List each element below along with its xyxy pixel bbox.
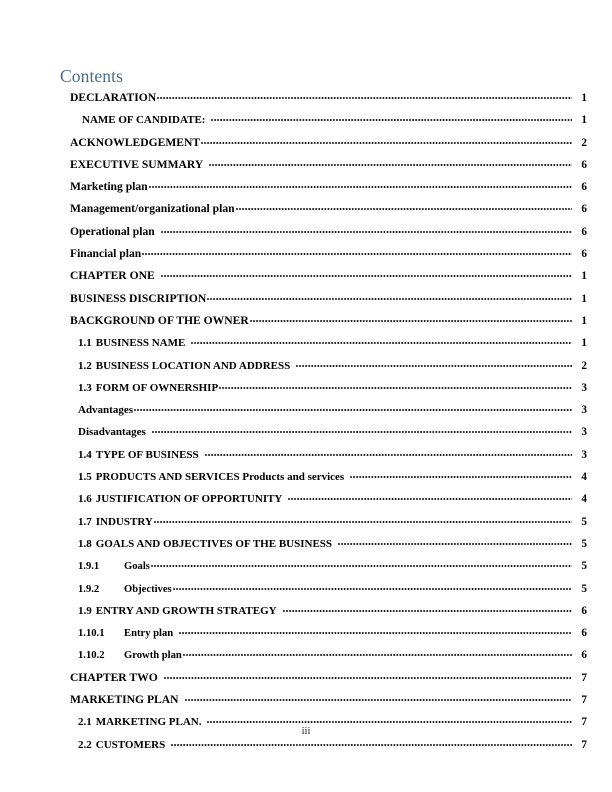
toc-entry-page-number: 5 — [581, 515, 587, 528]
toc-entry-page-number: 7 — [581, 738, 587, 751]
toc-entry-page-number: 3 — [581, 426, 587, 439]
toc-leader-dots — [283, 603, 572, 614]
toc-entry[interactable] — [0, 514, 612, 536]
toc-entry[interactable] — [0, 603, 612, 625]
toc-entry-page-number: 1 — [581, 270, 587, 283]
toc-entry-label: ACKNOWLEDGEMENT — [70, 135, 201, 149]
toc-entry-page-number: 6 — [581, 248, 587, 261]
toc-leader-dots — [164, 670, 572, 681]
toc-entry-label: Operational plan — [70, 224, 155, 238]
toc-entry-page-number: 6 — [581, 627, 587, 640]
toc-entry[interactable] — [0, 268, 612, 290]
toc-entry[interactable] — [0, 291, 612, 313]
toc-entry-label: ENTRY AND GROWTH STRATEGY — [95, 604, 277, 617]
toc-entry-number: 1.5 — [78, 471, 92, 484]
toc-entry-number: 1.1 — [78, 337, 92, 350]
toc-entry-label: Financial plan — [70, 247, 142, 261]
toc-entry-page-number: 1 — [581, 337, 587, 350]
toc-entry-page-number: 7 — [581, 694, 587, 707]
toc-entry-label: Entry plan — [124, 628, 174, 640]
toc-leader-dots — [161, 224, 572, 235]
toc-leader-dots — [191, 335, 572, 346]
toc-entry-number: 1.9 — [78, 604, 92, 617]
toc-entry-number: 1.9.2 — [78, 583, 100, 595]
toc-entry-page-number: 6 — [581, 158, 587, 171]
toc-entry-page-number: 5 — [581, 537, 587, 550]
toc-leader-dots — [154, 514, 572, 525]
toc-entry-page-number: 2 — [581, 136, 587, 149]
toc-entry[interactable] — [0, 246, 612, 268]
toc-leader-dots — [173, 581, 572, 592]
toc-entry-list — [0, 90, 612, 759]
toc-entry[interactable] — [0, 224, 612, 246]
toc-entry-page-number: 3 — [581, 381, 587, 394]
toc-entry-page-number: 2 — [581, 359, 587, 372]
toc-entry-page-number: 3 — [581, 404, 587, 417]
toc-entry-label: MARKETING PLAN — [70, 693, 179, 707]
toc-leader-dots — [152, 424, 572, 435]
toc-entry-page-number: 7 — [581, 716, 587, 729]
toc-entry-label: BUSINESS LOCATION AND ADDRESS — [95, 359, 291, 372]
toc-leader-dots — [236, 201, 572, 212]
toc-entry-label: MARKETING PLAN. — [95, 716, 202, 729]
toc-entry-page-number: 6 — [581, 649, 587, 662]
toc-leader-dots — [296, 358, 572, 369]
toc-leader-dots — [207, 714, 572, 725]
toc-entry-label: EXECUTIVE SUMMARY — [70, 157, 204, 171]
toc-entry-label: NAME OF CANDIDATE: — [82, 114, 206, 127]
toc-entry-label: CHAPTER ONE — [70, 269, 155, 283]
toc-entry-page-number: 5 — [581, 560, 587, 573]
toc-entry-number: 1.9.1 — [78, 561, 100, 573]
toc-entry-number: 1.10.2 — [78, 650, 105, 662]
toc-leader-dots — [179, 625, 572, 636]
toc-entry[interactable] — [0, 313, 612, 335]
toc-entry-page-number: 6 — [581, 203, 587, 216]
toc-leader-dots — [161, 268, 572, 279]
toc-entry[interactable] — [0, 737, 612, 759]
toc-entry[interactable] — [0, 692, 612, 714]
toc-entry-label: CUSTOMERS — [95, 738, 166, 751]
toc-entry[interactable] — [0, 157, 612, 179]
toc-leader-dots — [142, 246, 572, 257]
toc-entry-label: GOALS AND OBJECTIVES OF THE BUSINESS — [95, 537, 333, 550]
toc-entry[interactable] — [0, 358, 612, 380]
toc-entry-page-number: 1 — [581, 92, 587, 104]
toc-entry-page-number: 6 — [581, 604, 587, 617]
toc-entry[interactable] — [0, 112, 612, 134]
toc-leader-dots — [350, 469, 572, 480]
toc-entry-page-number: 6 — [581, 181, 587, 194]
toc-entry[interactable] — [0, 380, 612, 402]
page-title: Contents — [60, 66, 124, 86]
toc-leader-dots — [338, 536, 572, 547]
toc-entry[interactable] — [0, 179, 612, 201]
toc-entry-page-number: 5 — [581, 582, 587, 595]
toc-leader-dots — [149, 179, 572, 190]
toc-leader-dots — [185, 692, 572, 703]
toc-entry[interactable] — [0, 491, 612, 513]
toc-entry[interactable] — [0, 402, 612, 424]
toc-entry-page-number: 7 — [581, 671, 587, 684]
toc-entry[interactable] — [0, 424, 612, 446]
toc-entry-label: Growth plan — [124, 650, 182, 662]
toc-leader-dots — [183, 647, 572, 658]
toc-entry-page-number: 3 — [581, 448, 587, 461]
toc-entry-number: 1.10.1 — [78, 628, 105, 640]
toc-entry-label: Disadvantages — [78, 426, 146, 439]
toc-entry-label: BUSINESS NAME — [95, 337, 186, 350]
toc-entry-label: JUSTIFICATION OF OPPORTUNITY — [95, 493, 283, 506]
toc-leader-dots — [171, 737, 572, 748]
toc-entry-label: FORM OF OWNERSHIP — [95, 381, 219, 394]
toc-entry[interactable] — [0, 90, 612, 112]
toc-entry-label: Objectives — [124, 583, 172, 595]
toc-entry-label: Advantages — [78, 404, 134, 417]
toc-leader-dots — [134, 402, 572, 413]
toc-entry-number: 1.6 — [78, 493, 92, 506]
toc-leader-dots — [219, 380, 572, 391]
toc-entry-label: CHAPTER TWO — [70, 670, 158, 684]
toc-leader-dots — [288, 491, 572, 502]
toc-leader-dots — [151, 558, 572, 569]
toc-entry-number: 1.3 — [78, 381, 92, 394]
toc-entry-label: DECLARATION — [70, 91, 157, 104]
toc-entry[interactable] — [0, 335, 612, 357]
toc-entry-number: 1.7 — [78, 515, 92, 528]
toc-entry-label: Goals — [124, 561, 150, 573]
toc-entry[interactable] — [0, 670, 612, 692]
toc-entry[interactable] — [0, 581, 612, 603]
toc-entry-label: BACKGROUND OF THE OWNER — [70, 313, 249, 327]
toc-entry-page-number: 6 — [581, 225, 587, 238]
toc-entry-number: 2.1 — [78, 716, 92, 729]
toc-leader-dots — [201, 135, 572, 146]
toc-entry[interactable] — [0, 536, 612, 558]
toc-leader-dots — [157, 90, 572, 101]
toc-entry-page-number: 4 — [581, 471, 587, 484]
toc-entry[interactable] — [0, 201, 612, 223]
toc-entry-number: 2.2 — [78, 738, 92, 751]
toc-entry[interactable] — [0, 447, 612, 469]
toc-entry-number: 1.2 — [78, 359, 92, 372]
toc-entry-label: Marketing plan — [70, 180, 148, 194]
toc-entry-label: Management/organizational plan — [70, 202, 235, 216]
toc-entry[interactable] — [0, 135, 612, 157]
toc-entry[interactable] — [0, 558, 612, 580]
toc-leader-dots — [250, 313, 572, 324]
toc-entry-number: 1.8 — [78, 537, 92, 550]
toc-entry-page-number: 1 — [581, 114, 587, 127]
footer-page-number: iii — [301, 726, 311, 737]
toc-entry-label: TYPE OF BUSINESS — [95, 448, 199, 461]
toc-entry-number: 1.4 — [78, 448, 92, 461]
toc-leader-dots — [211, 112, 572, 123]
toc-entry-page-number: 1 — [581, 292, 587, 305]
toc-leader-dots — [209, 157, 572, 168]
toc-entry[interactable] — [0, 469, 612, 491]
toc-leader-dots — [205, 447, 572, 458]
toc-entry[interactable] — [0, 647, 612, 669]
toc-entry-page-number: 1 — [581, 314, 587, 327]
toc-leader-dots — [207, 291, 572, 302]
toc-entry[interactable] — [0, 625, 612, 647]
toc-entry-page-number: 4 — [581, 493, 587, 506]
toc-entry-label: PRODUCTS AND SERVICES Products and services — [95, 471, 345, 484]
toc-entry-label: BUSINESS DISCRIPTION — [70, 291, 207, 305]
toc-entry-label: INDUSTRY — [95, 515, 153, 528]
